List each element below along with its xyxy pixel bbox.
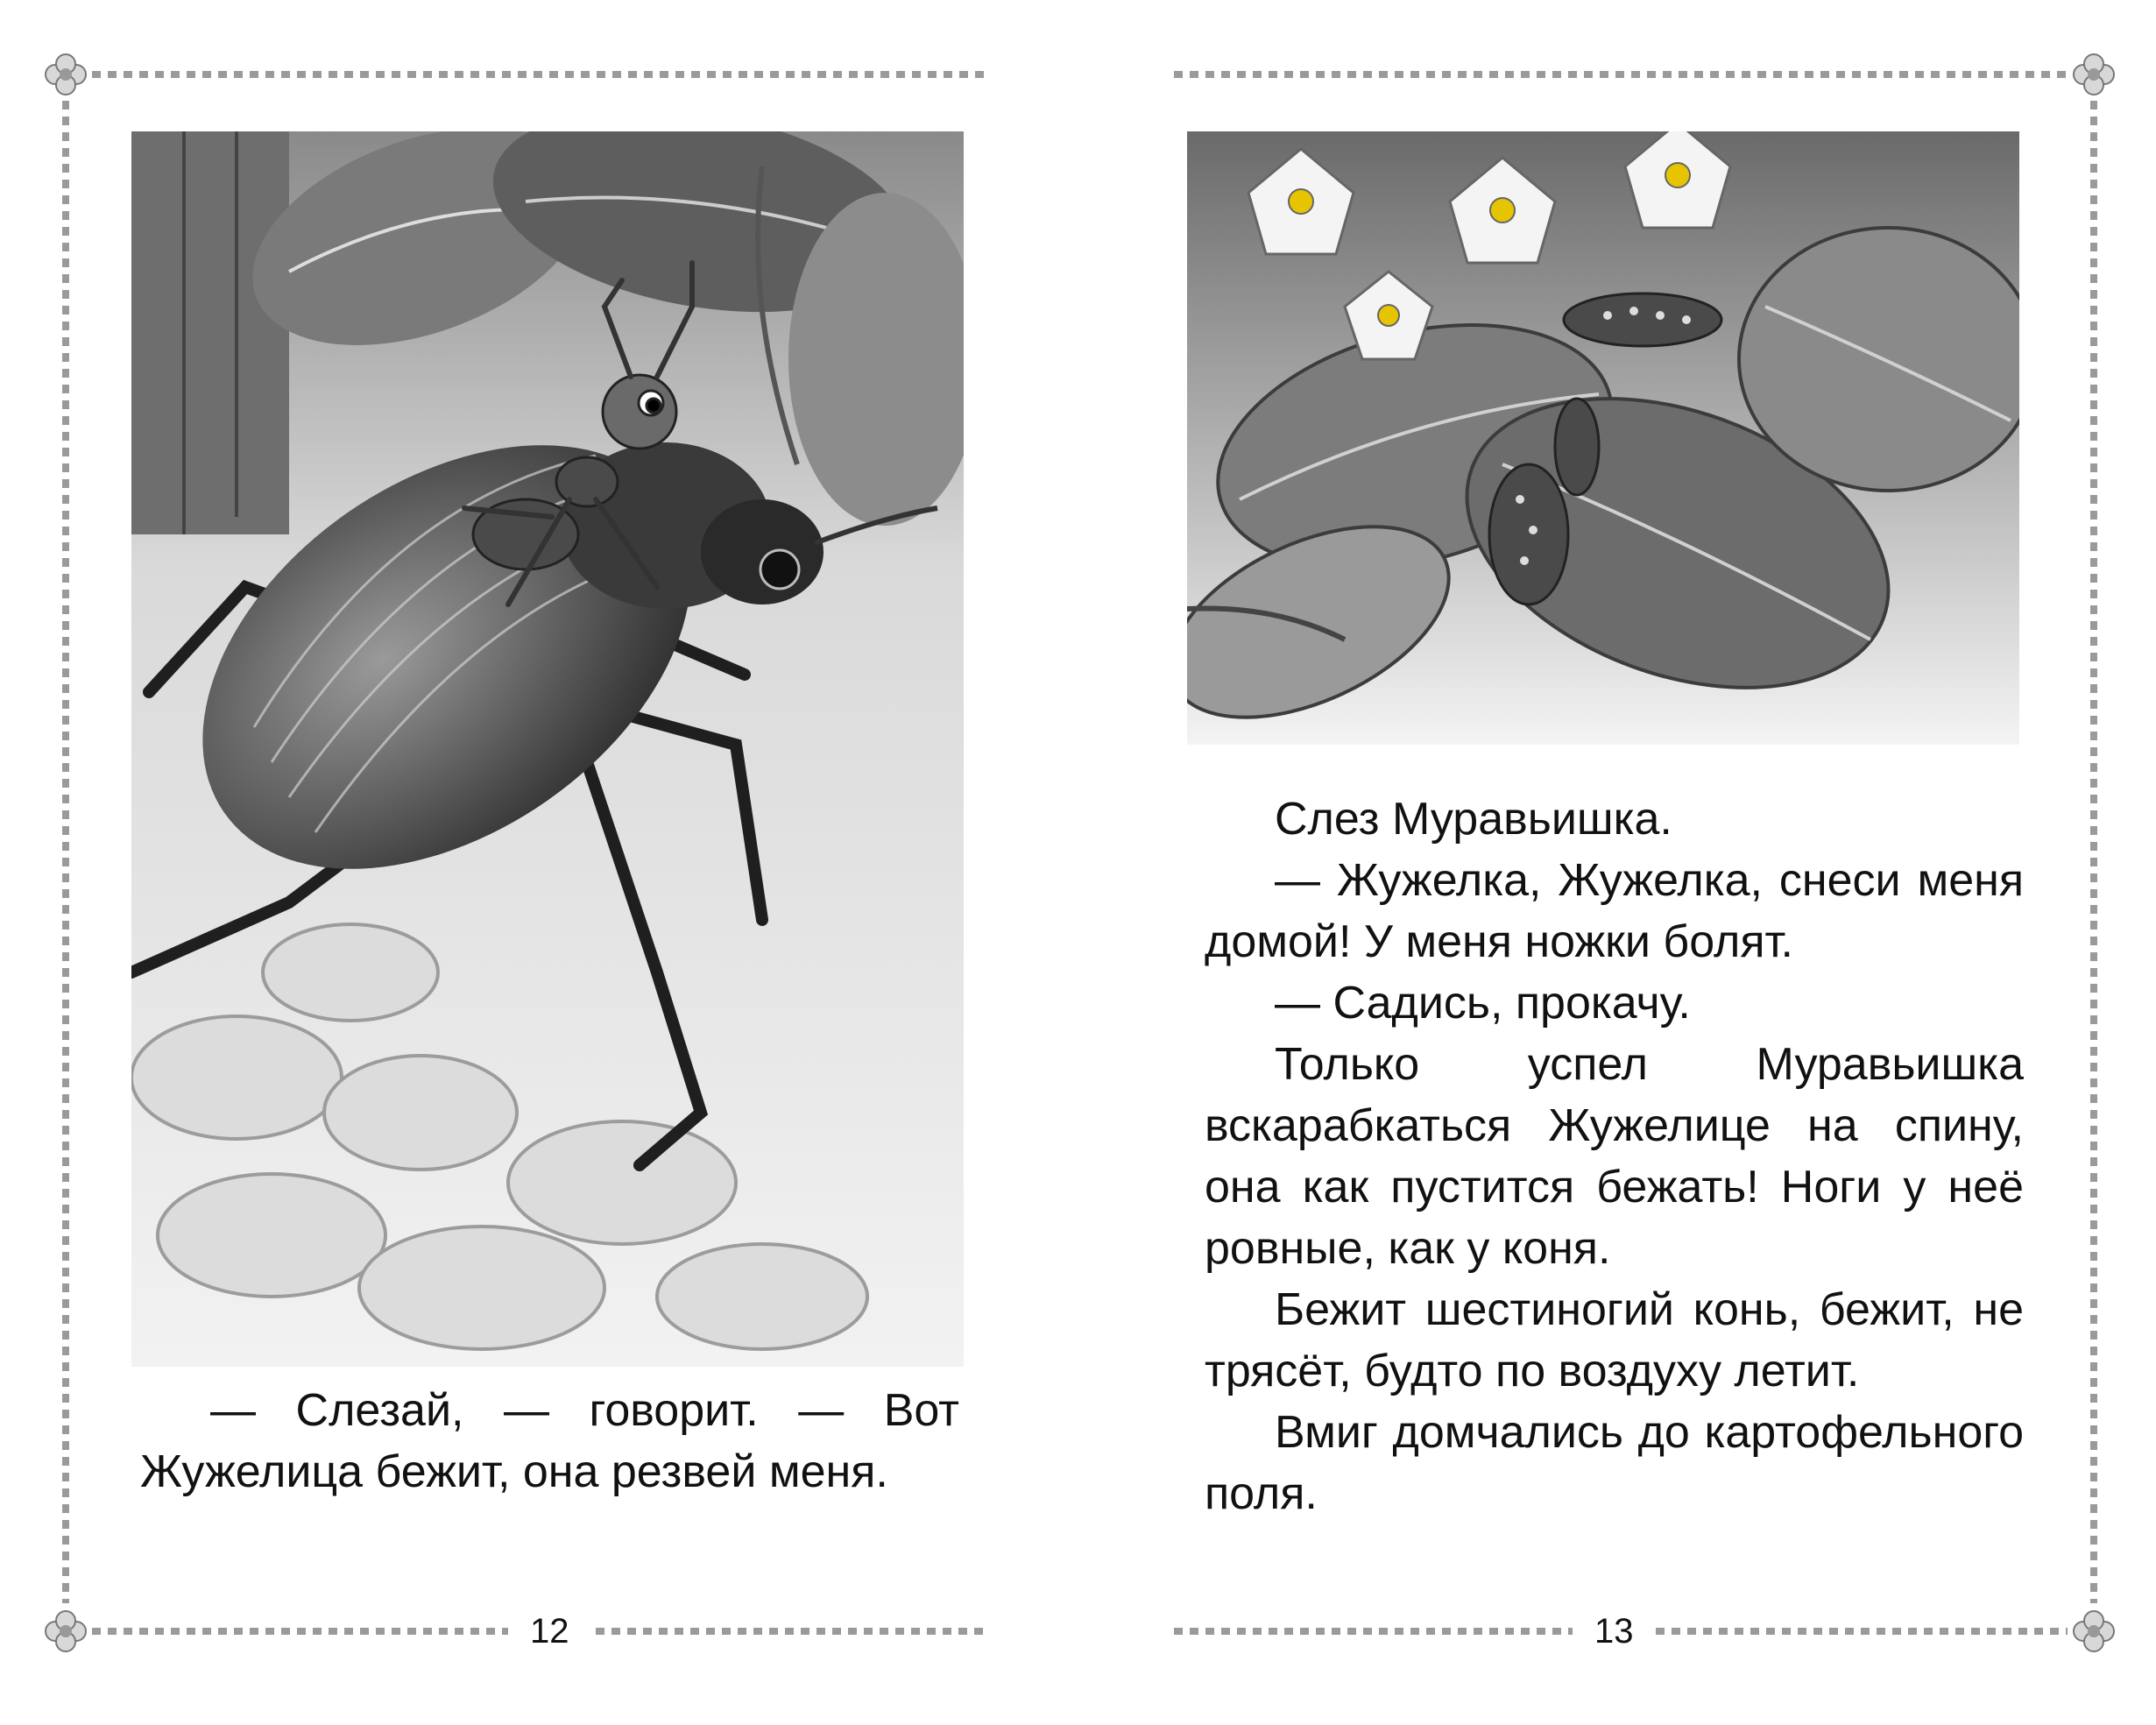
paragraph: Слез Муравьишка. xyxy=(1275,794,1672,845)
paragraph: Только успел Муравьишка вскарабкаться Жужелице на спину, она как пустится бежать! Ноги у неё ровные, как у коня. xyxy=(1205,1039,2024,1274)
paragraph: — Слезай, — говорит. — Вот Жужелица бежит, она резвей меня. xyxy=(140,1385,959,1497)
potato-flowers-and-larvae-illustration xyxy=(1187,131,2019,745)
ground-beetle-with-ant-illustration xyxy=(131,131,964,1367)
paragraph: — Жужелка, Жужелка, снеси меня домой! У меня ножки болят. xyxy=(1205,855,2024,967)
paragraph: Бежит шестиногий конь, бежит, не трясёт, будто по воздуху летит. xyxy=(1205,1284,2024,1396)
flower-icon xyxy=(46,1611,86,1651)
paragraph: — Садись, прокачу. xyxy=(1275,978,1691,1029)
flower-icon xyxy=(2074,1611,2114,1651)
page-number: 13 xyxy=(1594,1612,1634,1651)
right-text xyxy=(1205,788,2024,1524)
flower-icon xyxy=(46,54,86,95)
left-text xyxy=(140,1380,959,1502)
paragraph: Вмиг домчались до картофельного поля. xyxy=(1205,1407,2024,1519)
page-number: 12 xyxy=(530,1612,569,1651)
right-page xyxy=(1078,0,2156,1725)
flower-icon xyxy=(2074,54,2114,95)
